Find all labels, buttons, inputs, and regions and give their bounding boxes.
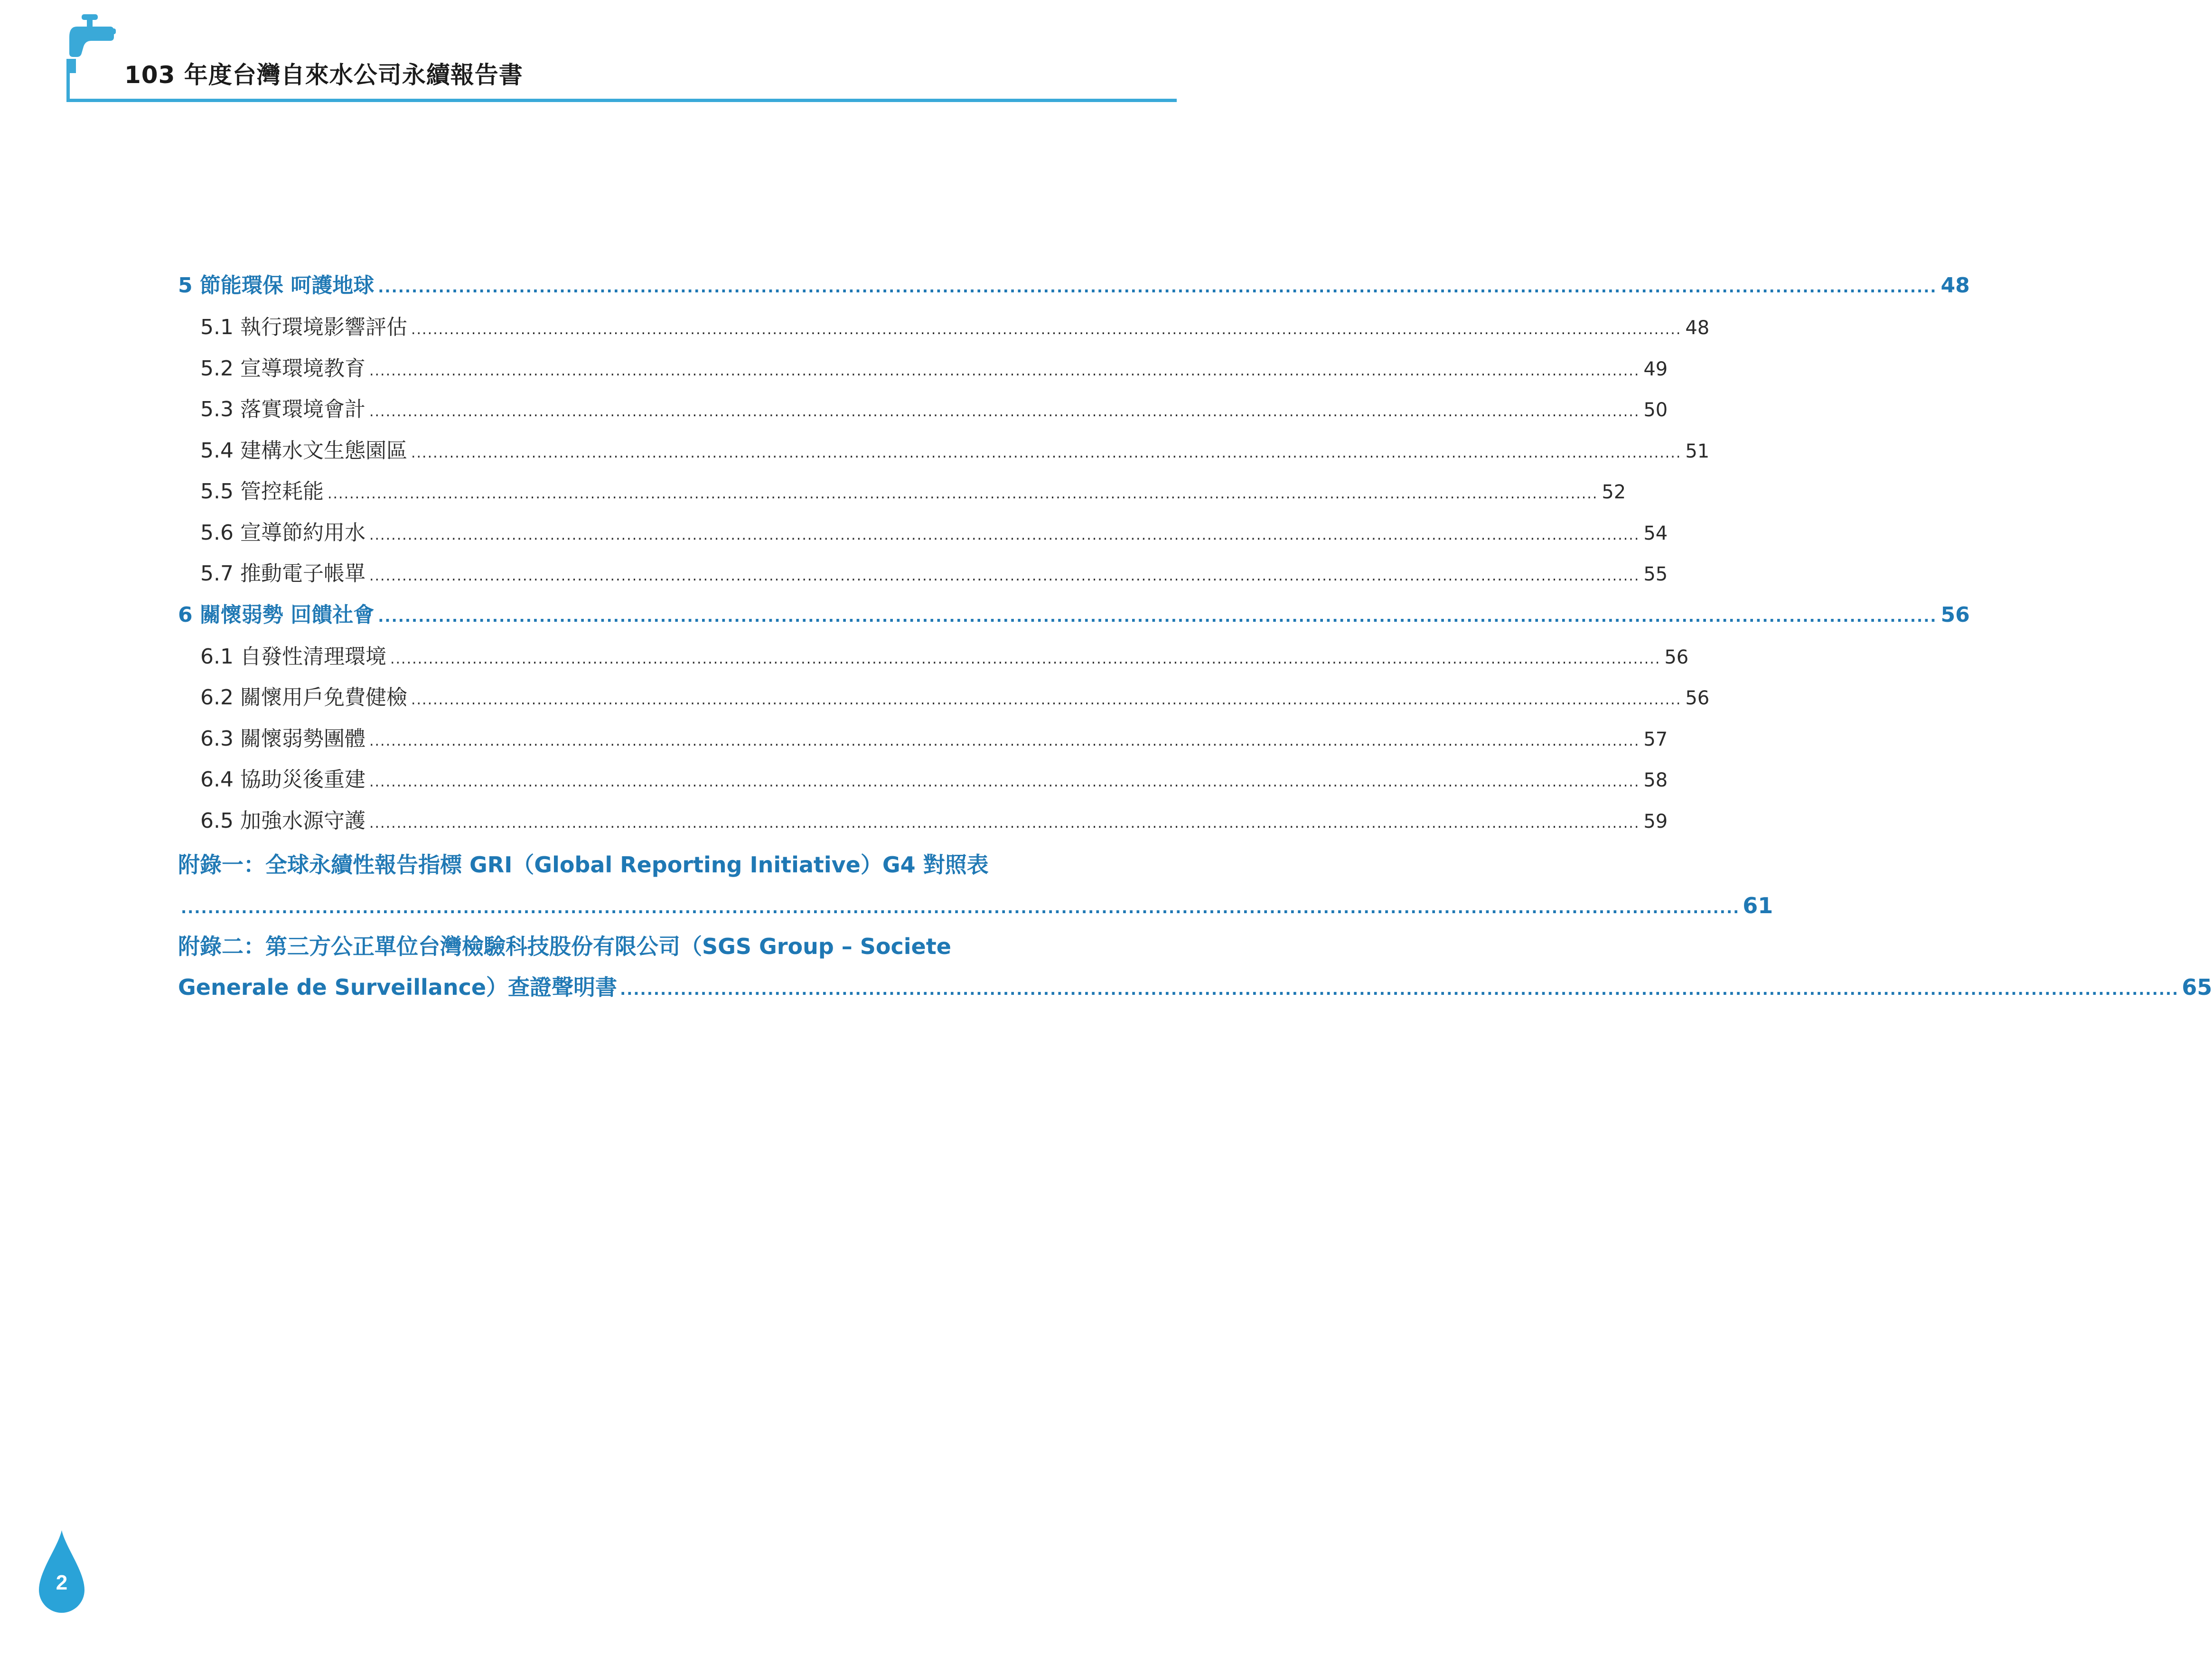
toc-section-5-6[interactable]	[178, 515, 1668, 557]
toc-section-label: 5.6 宣導節約用水	[200, 520, 366, 545]
toc-section-label: 6.4 協助災後重建	[200, 767, 366, 792]
toc-leader: ........................................................................................................................................................................................................................................	[369, 774, 1640, 790]
toc-section-5-2[interactable]	[178, 351, 1668, 393]
toc-page-number: 51	[1685, 440, 1710, 462]
toc-page-number: 59	[1643, 810, 1668, 832]
toc-section-6-4[interactable]	[178, 762, 1668, 804]
toc-page-number: 48	[1685, 317, 1710, 339]
toc-section-label: 5.4 建構水文生態園區	[200, 438, 407, 463]
toc-page-number: 49	[1643, 358, 1668, 380]
toc-section-6-5[interactable]	[178, 804, 1668, 845]
toc-leader: ........................................................................................................................................................................................................................................	[411, 321, 1682, 338]
toc-page-number: 57	[1643, 728, 1668, 750]
toc-chapter-6[interactable]	[178, 598, 1970, 639]
toc-leader: ........................................................................................................................................................................................................................................	[411, 692, 1682, 708]
header-rule-vertical	[66, 71, 70, 102]
toc-page-number: 58	[1643, 769, 1668, 791]
toc-section-5-5[interactable]	[178, 474, 1626, 515]
toc-section-5-1[interactable]	[178, 310, 1710, 351]
page-number: 2	[56, 1571, 68, 1594]
toc-section-6-2[interactable]	[178, 680, 1710, 721]
toc-section-label: 6.3 關懷弱勢團體	[200, 726, 366, 751]
toc-section-label: 6.1 自發性清理環境	[200, 644, 386, 669]
toc-chapter-label: 6 關懷弱勢 回饋社會	[178, 602, 375, 627]
toc-section-label: 5.5 管控耗能	[200, 479, 324, 504]
toc-leader: ........................................................................................................................................................................................................................................	[369, 526, 1640, 543]
toc-appendix-title-cont: Generale de Surveillance）查證聲明書	[178, 974, 618, 1000]
toc-section-6-1[interactable]	[178, 639, 1689, 681]
toc-page-number: 48	[1940, 273, 1970, 298]
toc-leader: ........................................................................................................................................................................................................................................	[369, 568, 1640, 584]
toc-appendix-title: 附錄二：第三方公正單位台灣檢驗科技股份有限公司（SGS Group – Societe	[178, 934, 951, 959]
header-rule-horizontal	[66, 99, 1177, 102]
toc-appendix-title: 附錄一：全球永續性報告指標 GRI（Global Reporting Initiative）G4 對照表	[178, 852, 989, 878]
toc-leader: ........................................................................................................................................................................................................................................	[369, 814, 1640, 832]
toc-appendix-2[interactable]	[178, 926, 2212, 1008]
toc-leader: ........................................................................................................................................................................................................................................	[620, 981, 2179, 999]
toc-page-number: 52	[1602, 481, 1626, 503]
toc-page-number: 56	[1664, 646, 1689, 668]
toc-section-6-3[interactable]	[178, 721, 1668, 763]
toc-leader: ........................................................................................................................................................................................................................................	[378, 607, 1937, 626]
toc-leader: ........................................................................................................................................................................................................................................	[411, 444, 1682, 461]
toc-chapter-label: 5 節能環保 呵護地球	[178, 273, 375, 298]
toc-appendix-leader-row	[178, 967, 2212, 1008]
toc-leader: ........................................................................................................................................................................................................................................	[327, 486, 1598, 502]
toc-page-number: 56	[1940, 602, 1970, 627]
toc-leader: ........................................................................................................................................................................................................................................	[378, 278, 1937, 296]
toc-page-number: 50	[1643, 399, 1668, 421]
toc-section-label: 5.3 落實環境會計	[200, 397, 366, 421]
toc-section-label: 6.5 加強水源守護	[200, 808, 366, 833]
toc-section-label: 5.2 宣導環境教育	[200, 356, 366, 381]
toc-page-number: 61	[1743, 893, 1773, 918]
toc-leader: ........................................................................................................................................................................................................................................	[369, 732, 1640, 749]
toc-section-5-7[interactable]	[178, 556, 1668, 598]
toc-appendix-1[interactable]	[178, 844, 1773, 926]
water-tap-icon	[63, 12, 120, 75]
toc-page-number: 54	[1643, 522, 1668, 544]
toc-leader: ........................................................................................................................................................................................................................................	[181, 899, 1740, 917]
toc-section-label: 5.1 執行環境影響評估	[200, 315, 407, 339]
table-of-contents	[178, 268, 2212, 1008]
toc-appendix-leader-row	[178, 885, 1773, 926]
toc-leader: ........................................................................................................................................................................................................................................	[390, 650, 1661, 667]
toc-section-label: 5.7 推動電子帳單	[200, 561, 366, 586]
report-title: 103 年度台灣自來水公司永續報告書	[124, 61, 523, 89]
toc-section-5-4[interactable]	[178, 433, 1710, 475]
toc-page-number: 56	[1685, 687, 1710, 709]
toc-section-5-3[interactable]	[178, 392, 1668, 433]
toc-chapter-5[interactable]	[178, 268, 1970, 310]
toc-page-number: 65	[2182, 974, 2212, 1000]
toc-section-label: 6.2 關懷用戶免費健檢	[200, 685, 407, 710]
toc-leader: ........................................................................................................................................................................................................................................	[369, 403, 1640, 420]
toc-page-number: 55	[1643, 563, 1668, 585]
toc-leader: ........................................................................................................................................................................................................................................	[369, 362, 1640, 379]
